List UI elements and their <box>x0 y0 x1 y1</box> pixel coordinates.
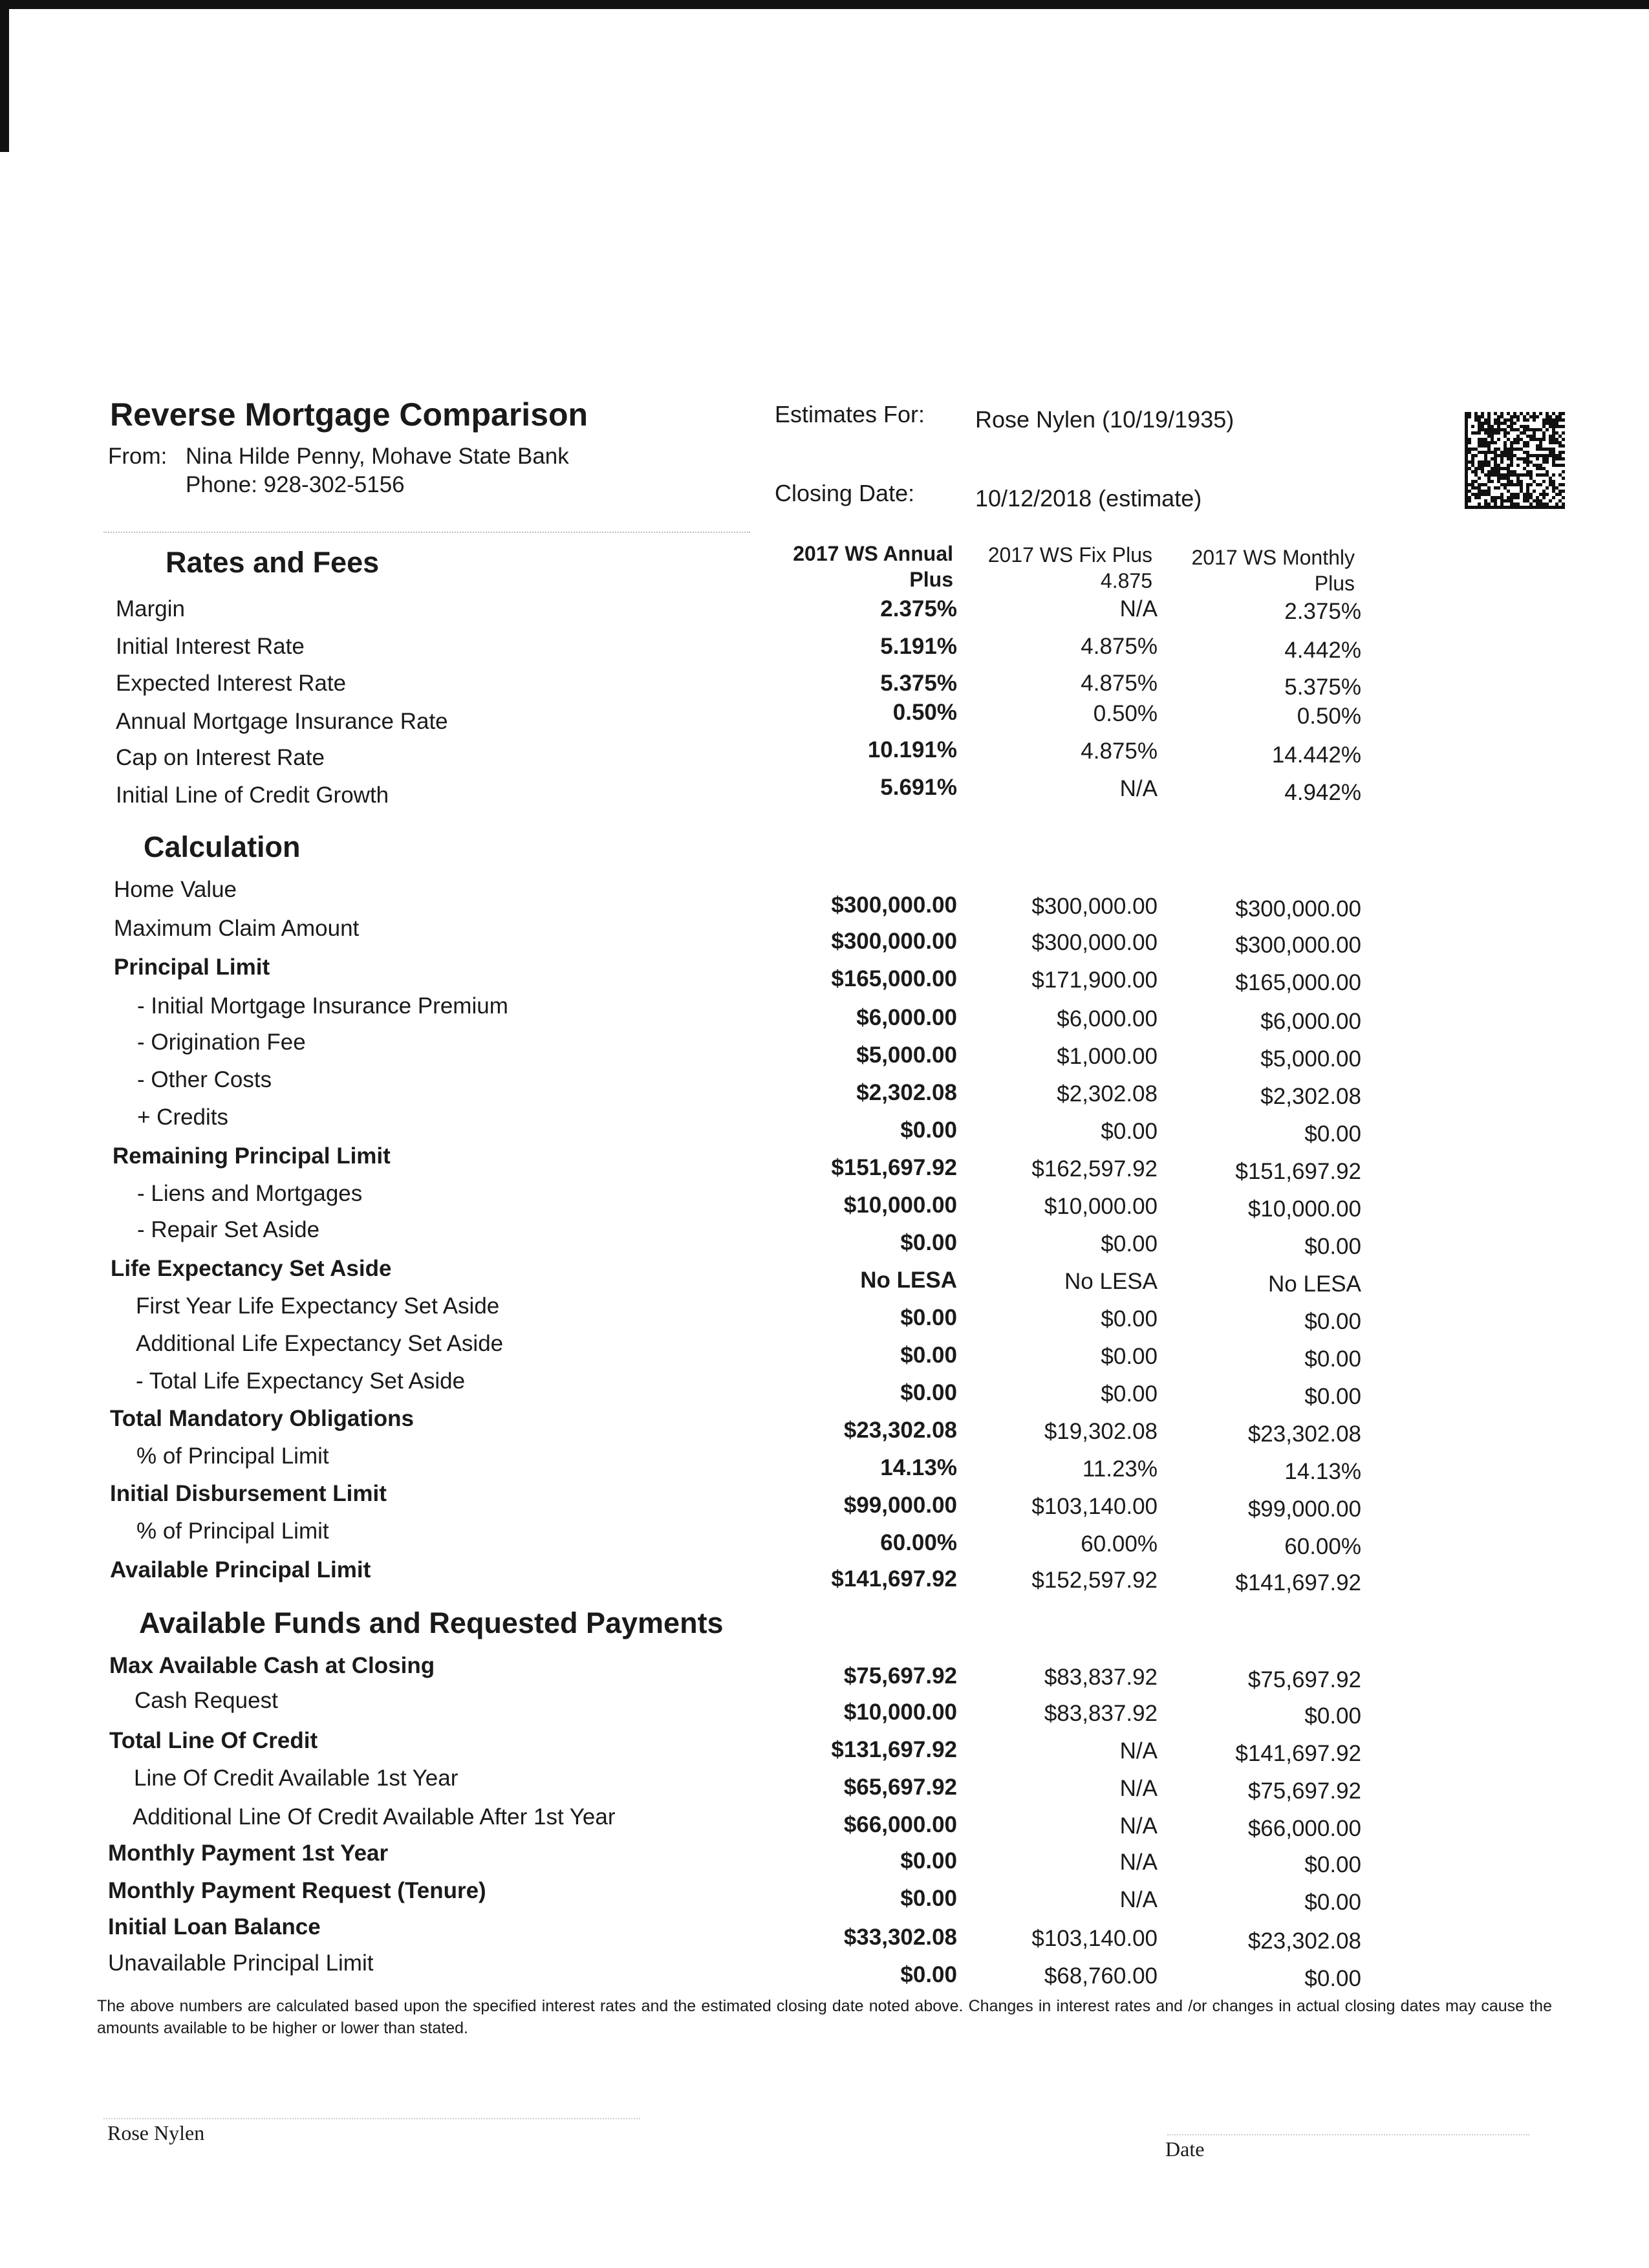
header-divider <box>103 532 750 533</box>
table-row <box>0 775 1649 812</box>
table-row <box>0 634 1649 664</box>
value-annual-plus: $66,000.00 <box>843 1812 957 1837</box>
value-annual-plus: 14.13% <box>880 1455 957 1480</box>
row-label: - Initial Mortgage Insurance Premium <box>137 993 508 1019</box>
value-fix-plus: $83,837.92 <box>1044 1665 1158 1690</box>
value-annual-plus: $0.00 <box>900 1962 957 1987</box>
value-fix-plus: $10,000.00 <box>1044 1194 1158 1219</box>
table-row <box>0 1518 1649 1559</box>
row-label: Available Principal Limit <box>110 1557 371 1582</box>
column-header-monthly-plus: 2017 WS Monthly Plus <box>1191 546 1355 595</box>
value-monthly-plus: $0.00 <box>1304 1234 1361 1259</box>
row-label: Initial Loan Balance <box>108 1914 321 1939</box>
row-label: Annual Mortgage Insurance Rate <box>116 709 448 734</box>
table-row <box>0 1557 1649 1595</box>
table-row <box>0 1914 1649 1954</box>
estimates-for-value: Rose Nylen (10/19/1935) <box>975 406 1234 433</box>
value-annual-plus: $141,697.92 <box>831 1566 957 1592</box>
table-row <box>0 1105 1649 1147</box>
value-annual-plus: $65,697.92 <box>843 1775 957 1800</box>
row-label: Initial Disbursement Limit <box>110 1481 387 1506</box>
value-annual-plus: $10,000.00 <box>843 1700 957 1725</box>
value-monthly-plus: 2.375% <box>1284 599 1361 624</box>
row-label: % of Principal Limit <box>136 1443 329 1469</box>
value-monthly-plus: $151,697.92 <box>1235 1159 1361 1184</box>
value-fix-plus: $300,000.00 <box>1031 930 1158 955</box>
value-annual-plus: $10,000.00 <box>843 1193 957 1218</box>
table-row <box>0 1688 1649 1729</box>
value-monthly-plus: $141,697.92 <box>1235 1741 1361 1766</box>
value-annual-plus: $300,000.00 <box>831 929 957 954</box>
row-label: Cash Request <box>135 1688 278 1713</box>
scan-edge-left <box>0 0 9 152</box>
value-annual-plus: $99,000.00 <box>843 1493 957 1518</box>
row-label: Line Of Credit Available 1st Year <box>134 1766 458 1791</box>
value-fix-plus: 11.23% <box>1082 1456 1158 1482</box>
row-label: Monthly Payment 1st Year <box>108 1841 389 1866</box>
value-monthly-plus: $99,000.00 <box>1247 1496 1361 1522</box>
value-monthly-plus: $75,697.92 <box>1247 1778 1361 1804</box>
row-label: - Liens and Mortgages <box>137 1181 363 1206</box>
estimates-for-label: Estimates For: <box>775 401 925 427</box>
signature-line <box>103 2118 640 2119</box>
table-row <box>0 1804 1649 1841</box>
value-annual-plus: $0.00 <box>900 1118 957 1143</box>
value-monthly-plus: $23,302.08 <box>1247 1928 1361 1954</box>
value-monthly-plus: $2,302.08 <box>1260 1084 1361 1109</box>
row-label: + Credits <box>137 1105 229 1130</box>
value-fix-plus: $152,597.92 <box>1031 1568 1158 1593</box>
closing-date-value: 10/12/2018 (estimate) <box>975 485 1202 512</box>
table-row <box>0 1950 1649 1991</box>
value-fix-plus: N/A <box>1119 1813 1158 1839</box>
value-monthly-plus: 14.442% <box>1271 742 1361 768</box>
from-label: From: <box>108 444 167 469</box>
table-row <box>0 955 1649 995</box>
row-label: Monthly Payment Request (Tenure) <box>108 1878 486 1903</box>
value-monthly-plus: 4.442% <box>1284 638 1361 663</box>
table-row <box>0 1481 1649 1522</box>
table-row <box>0 877 1649 922</box>
row-label: Maximum Claim Amount <box>114 916 360 941</box>
value-annual-plus: $75,697.92 <box>843 1663 957 1689</box>
value-fix-plus: $1,000.00 <box>1057 1044 1158 1069</box>
signer-name: Rose Nylen <box>107 2121 205 2144</box>
value-monthly-plus: $0.00 <box>1304 1346 1361 1372</box>
date-line <box>1167 2134 1529 2135</box>
value-fix-plus: N/A <box>1119 776 1158 801</box>
row-label: Home Value <box>114 877 237 902</box>
value-fix-plus: 4.875% <box>1081 739 1158 764</box>
from-value: Nina Hilde Penny, Mohave State Bank <box>186 444 569 469</box>
value-annual-plus: $23,302.08 <box>843 1418 957 1443</box>
date-label: Date <box>1165 2137 1205 2161</box>
table-row <box>0 1331 1649 1372</box>
value-annual-plus: $300,000.00 <box>831 892 957 918</box>
table-row <box>0 1878 1649 1915</box>
value-monthly-plus: 4.942% <box>1284 780 1361 805</box>
value-fix-plus: No LESA <box>1064 1269 1158 1294</box>
value-annual-plus: $6,000.00 <box>856 1005 957 1030</box>
table-row <box>0 1067 1649 1109</box>
value-monthly-plus: $300,000.00 <box>1235 896 1361 922</box>
value-fix-plus: 0.50% <box>1093 701 1158 726</box>
value-annual-plus: $0.00 <box>900 1305 957 1330</box>
value-fix-plus: 4.875% <box>1081 671 1158 696</box>
disclaimer-text: The above numbers are calculated based upon the specified interest rates and the estimated closing date noted above. Changes in interest rates and /or changes in actual closing dates may cause the amounts available to be higher or lower than stated. <box>97 1997 1552 2037</box>
value-monthly-plus: $0.00 <box>1304 1703 1361 1729</box>
value-fix-plus: $19,302.08 <box>1044 1419 1158 1444</box>
table-row <box>0 1181 1649 1222</box>
value-annual-plus: No LESA <box>860 1268 957 1293</box>
value-annual-plus: 0.50% <box>892 700 957 725</box>
datamatrix-code-icon <box>1465 412 1565 509</box>
value-monthly-plus: $165,000.00 <box>1235 970 1361 995</box>
value-fix-plus: $162,597.92 <box>1031 1156 1158 1182</box>
row-label: Max Available Cash at Closing <box>109 1653 435 1678</box>
value-fix-plus: $103,140.00 <box>1031 1926 1158 1951</box>
value-monthly-plus: $141,697.92 <box>1235 1570 1361 1595</box>
value-annual-plus: $0.00 <box>900 1380 957 1405</box>
value-monthly-plus: $5,000.00 <box>1260 1046 1361 1072</box>
row-label: Margin <box>116 596 185 621</box>
table-row <box>0 1728 1649 1766</box>
value-monthly-plus: 60.00% <box>1284 1534 1361 1559</box>
value-fix-plus: $2,302.08 <box>1057 1081 1158 1107</box>
value-annual-plus: $5,000.00 <box>856 1042 957 1068</box>
row-label: Cap on Interest Rate <box>116 745 325 770</box>
row-label: Unavailable Principal Limit <box>108 1950 374 1976</box>
row-label: Total Mandatory Obligations <box>110 1406 414 1431</box>
table-row <box>0 1217 1649 1259</box>
table-row <box>0 1143 1649 1184</box>
value-fix-plus: N/A <box>1119 1738 1158 1764</box>
row-label: % of Principal Limit <box>136 1518 329 1544</box>
value-monthly-plus: $0.00 <box>1304 1309 1361 1334</box>
value-fix-plus: $68,760.00 <box>1044 1963 1158 1989</box>
value-fix-plus: N/A <box>1119 1776 1158 1801</box>
value-monthly-plus: 5.375% <box>1284 675 1361 700</box>
value-monthly-plus: $0.00 <box>1304 1121 1361 1147</box>
row-label: Principal Limit <box>114 955 270 980</box>
value-monthly-plus: $0.00 <box>1304 1384 1361 1409</box>
value-annual-plus: $0.00 <box>900 1886 957 1911</box>
value-fix-plus: $103,140.00 <box>1031 1494 1158 1519</box>
value-annual-plus: $2,302.08 <box>856 1080 957 1105</box>
page-title: Reverse Mortgage Comparison <box>110 396 588 433</box>
from-line <box>108 444 569 470</box>
scan-edge-top <box>0 0 1649 9</box>
value-monthly-plus: $66,000.00 <box>1247 1816 1361 1841</box>
table-row <box>0 916 1649 958</box>
value-fix-plus: $171,900.00 <box>1031 967 1158 993</box>
value-annual-plus: 10.191% <box>867 737 957 762</box>
closing-date-label: Closing Date: <box>775 480 915 506</box>
table-row <box>0 1256 1649 1297</box>
value-annual-plus: 5.375% <box>880 671 957 696</box>
table-row <box>0 1766 1649 1804</box>
section-heading-available-funds: Available Funds and Requested Payments <box>139 1606 724 1639</box>
row-label: Remaining Principal Limit <box>113 1143 391 1169</box>
value-monthly-plus: $23,302.08 <box>1247 1421 1361 1447</box>
value-monthly-plus: $6,000.00 <box>1260 1009 1361 1034</box>
table-row <box>0 737 1649 775</box>
section-heading-calculation: Calculation <box>144 830 301 863</box>
value-annual-plus: $0.00 <box>900 1848 957 1874</box>
row-label: Life Expectancy Set Aside <box>111 1256 392 1281</box>
value-annual-plus: 5.191% <box>880 634 957 659</box>
value-fix-plus: $0.00 <box>1101 1119 1158 1144</box>
value-monthly-plus: 14.13% <box>1284 1459 1361 1484</box>
column-header-annual-plus: 2017 WS Annual Plus <box>793 542 953 591</box>
value-annual-plus: $0.00 <box>900 1230 957 1255</box>
row-label: - Total Life Expectancy Set Aside <box>136 1368 466 1394</box>
value-fix-plus: N/A <box>1119 1887 1158 1912</box>
value-annual-plus: $33,302.08 <box>843 1925 957 1950</box>
row-label: - Origination Fee <box>137 1030 306 1055</box>
value-fix-plus: $6,000.00 <box>1057 1006 1158 1031</box>
row-label: - Other Costs <box>137 1067 272 1092</box>
table-row <box>0 1368 1649 1409</box>
value-fix-plus: $0.00 <box>1101 1344 1158 1369</box>
table-row <box>0 1293 1649 1334</box>
value-monthly-plus: $0.00 <box>1304 1890 1361 1915</box>
value-fix-plus: $0.00 <box>1101 1381 1158 1407</box>
value-fix-plus: N/A <box>1119 596 1158 621</box>
row-label: Total Line Of Credit <box>109 1728 318 1753</box>
value-fix-plus: N/A <box>1119 1850 1158 1875</box>
value-monthly-plus: 0.50% <box>1297 704 1361 729</box>
value-monthly-plus: $75,697.92 <box>1247 1667 1361 1692</box>
value-monthly-plus: $0.00 <box>1304 1966 1361 1991</box>
row-label: Initial Interest Rate <box>116 634 305 659</box>
table-row <box>0 1653 1649 1692</box>
value-annual-plus: $165,000.00 <box>831 966 957 991</box>
value-annual-plus: 60.00% <box>880 1530 957 1555</box>
row-label: Additional Line Of Credit Available After 1st Year <box>133 1804 616 1830</box>
value-annual-plus: 5.691% <box>880 775 957 800</box>
table-row <box>0 700 1649 739</box>
column-header-fix-plus: 2017 WS Fix Plus 4.875 <box>987 543 1152 592</box>
table-row <box>0 1406 1649 1447</box>
value-annual-plus: $151,697.92 <box>831 1155 957 1180</box>
row-label: - Repair Set Aside <box>137 1217 320 1242</box>
row-label: First Year Life Expectancy Set Aside <box>136 1293 500 1319</box>
value-monthly-plus: No LESA <box>1268 1271 1361 1297</box>
value-fix-plus: 4.875% <box>1081 634 1158 659</box>
value-fix-plus: 60.00% <box>1081 1531 1158 1557</box>
value-annual-plus: 2.375% <box>880 596 957 621</box>
value-annual-plus: $131,697.92 <box>831 1737 957 1762</box>
row-label: Additional Life Expectancy Set Aside <box>136 1331 504 1356</box>
value-monthly-plus: $10,000.00 <box>1247 1196 1361 1222</box>
section-heading-rates-and-fees: Rates and Fees <box>166 546 380 579</box>
row-label: Expected Interest Rate <box>116 671 347 696</box>
table-row <box>0 1443 1649 1484</box>
value-fix-plus: $0.00 <box>1101 1306 1158 1332</box>
value-fix-plus: $300,000.00 <box>1031 894 1158 919</box>
table-row <box>0 1841 1649 1877</box>
phone-number: Phone: 928-302-5156 <box>186 472 405 497</box>
table-row <box>0 671 1649 700</box>
row-label: Initial Line of Credit Growth <box>116 783 389 808</box>
table-row <box>0 993 1649 1034</box>
value-monthly-plus: $300,000.00 <box>1235 933 1361 958</box>
value-monthly-plus: $0.00 <box>1304 1852 1361 1877</box>
value-fix-plus: $0.00 <box>1101 1231 1158 1257</box>
value-annual-plus: $0.00 <box>900 1343 957 1368</box>
value-fix-plus: $83,837.92 <box>1044 1701 1158 1726</box>
table-row <box>0 1030 1649 1072</box>
table-row <box>0 596 1649 626</box>
